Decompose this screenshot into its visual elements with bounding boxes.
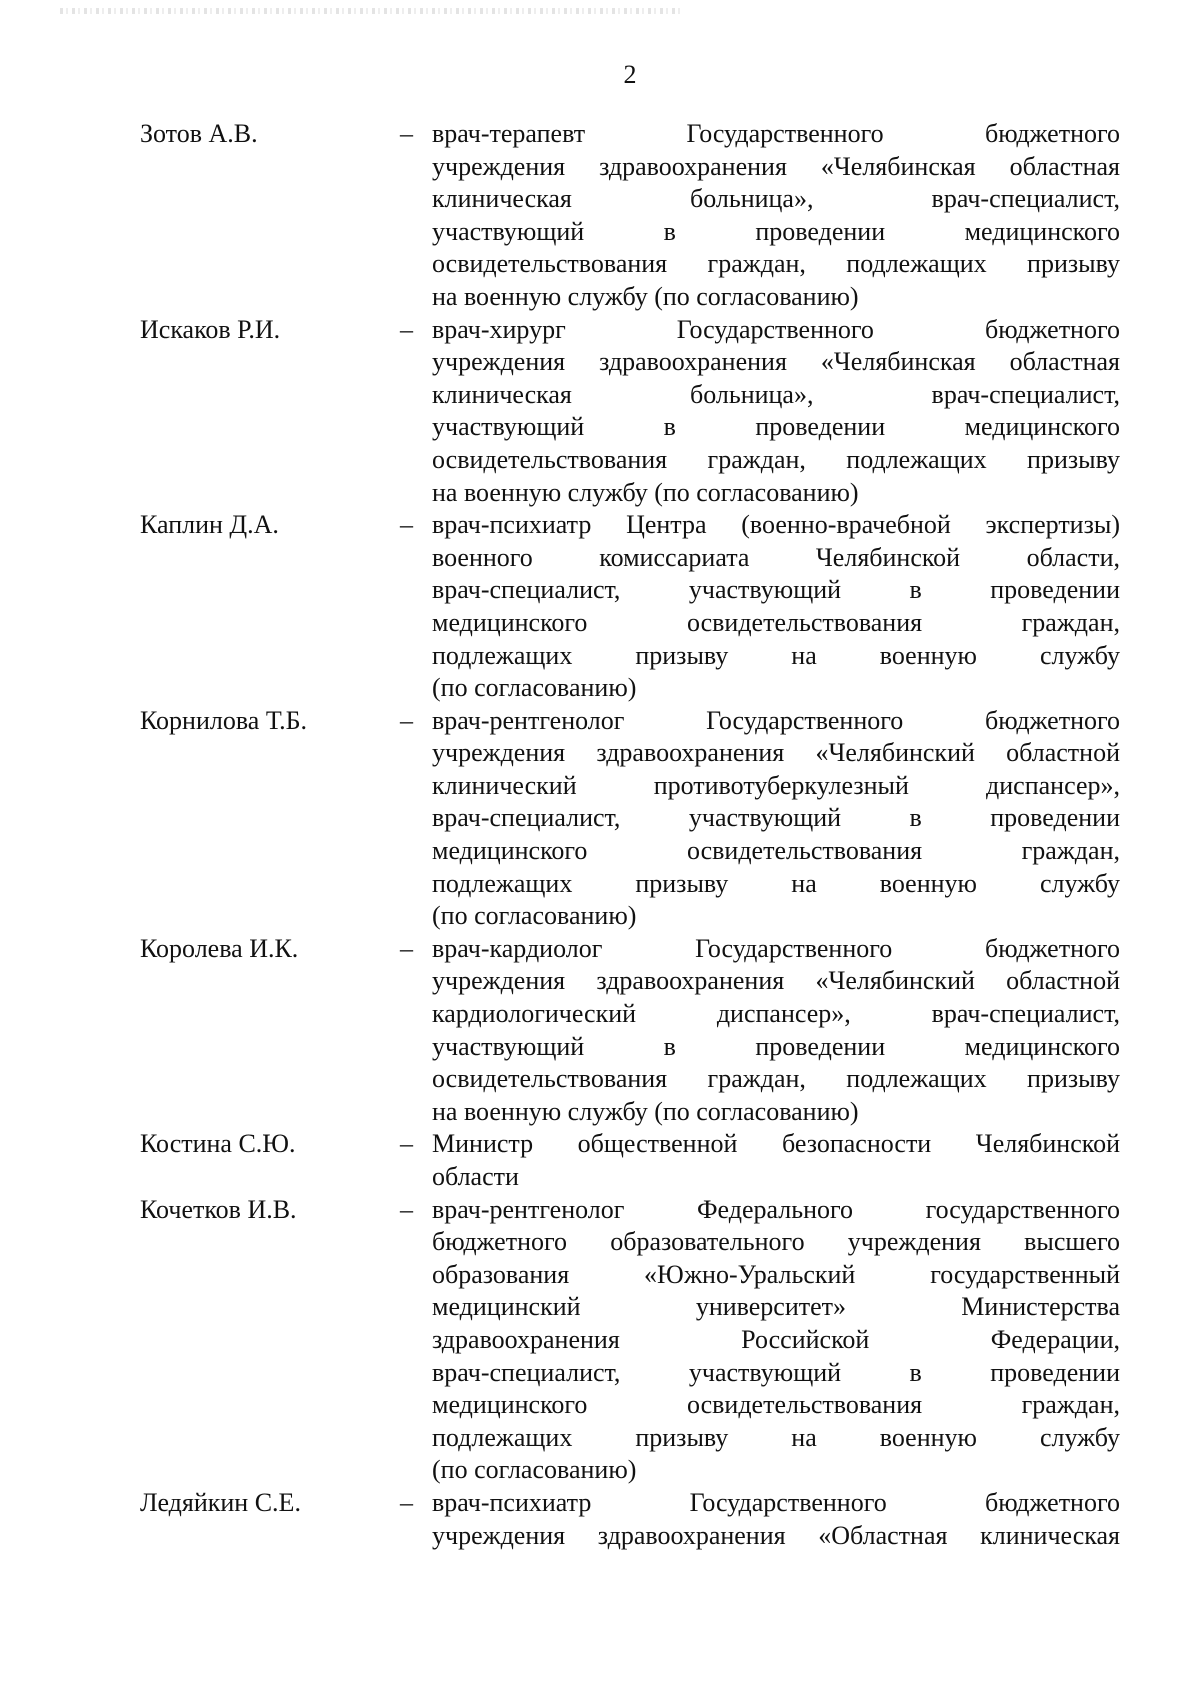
role-line: (по согласованию) xyxy=(432,1455,637,1485)
role-line: клинический противотуберкулезный диспансер», xyxy=(432,770,1120,800)
dash-separator: – xyxy=(400,933,413,963)
dash-separator: – xyxy=(400,705,413,735)
role-line: врач-специалист, участвующий в проведении xyxy=(432,803,1120,833)
role-line: освидетельствования граждан, подлежащих призыву xyxy=(432,249,1120,279)
role-line: бюджетного образовательного учреждения высшего xyxy=(432,1227,1120,1257)
roster-entry xyxy=(140,118,1120,314)
role-line: медицинский университет» Министерства xyxy=(432,1292,1120,1322)
role-line: врач-рентгенолог Государственного бюджетного xyxy=(432,705,1120,735)
role-line: на военную службу (по согласованию) xyxy=(432,281,859,311)
role-description xyxy=(432,509,1120,705)
role-line: освидетельствования граждан, подлежащих призыву xyxy=(432,1064,1120,1094)
role-line: подлежащих призыву на военную службу xyxy=(432,868,1120,898)
page-number: 2 xyxy=(623,60,637,89)
role-line: учреждения здравоохранения «Челябинская областная xyxy=(432,347,1120,377)
role-line: участвующий в проведении медицинского xyxy=(432,1031,1120,1061)
dash-separator: – xyxy=(400,1194,413,1224)
roster-entry xyxy=(140,314,1120,510)
roster-entry xyxy=(140,1128,1120,1193)
role-line: врач-терапевт Государственного бюджетного xyxy=(432,119,1120,148)
dash-separator: – xyxy=(400,510,413,540)
roster-entry xyxy=(140,1194,1120,1487)
person-name: Каплин Д.А. xyxy=(140,510,279,540)
role-line: врач-хирург Государственного бюджетного xyxy=(432,314,1120,344)
role-line: врач-рентгенолог Федерального государственного xyxy=(432,1194,1120,1224)
role-line: учреждения здравоохранения «Челябинский областной xyxy=(432,966,1120,996)
role-description xyxy=(432,933,1120,1129)
role-line: медицинского освидетельствования граждан, xyxy=(432,607,1120,637)
role-description xyxy=(432,1487,1120,1552)
role-line: учреждения здравоохранения «Челябинская областная xyxy=(432,151,1120,181)
role-line: освидетельствования граждан, подлежащих призыву xyxy=(432,444,1120,474)
person-name: Корнилова Т.Б. xyxy=(140,705,308,735)
roster-entry xyxy=(140,705,1120,933)
person-name: Зотов А.В. xyxy=(140,119,258,148)
role-line: учреждения здравоохранения «Челябинский областной xyxy=(432,738,1120,768)
role-line: врач-специалист, участвующий в проведении xyxy=(432,1357,1120,1387)
role-description xyxy=(432,705,1120,933)
member-roster xyxy=(140,118,1120,1552)
role-line: медицинского освидетельствования граждан, xyxy=(432,836,1120,866)
dash-separator: – xyxy=(400,1487,413,1517)
role-line: участвующий в проведении медицинского xyxy=(432,216,1120,246)
person-name: Ледяйкин С.Е. xyxy=(140,1487,301,1517)
role-line: клиническая больница», врач-специалист, xyxy=(432,379,1120,409)
roster-entry xyxy=(140,1487,1120,1552)
roster-entry xyxy=(140,933,1120,1129)
role-line: подлежащих призыву на военную службу xyxy=(432,1422,1120,1452)
person-name: Искаков Р.И. xyxy=(140,314,281,344)
role-line: области xyxy=(432,1162,519,1191)
role-description xyxy=(432,314,1120,510)
role-line: военного комиссариата Челябинской области, xyxy=(432,542,1120,572)
person-name: Королева И.К. xyxy=(140,933,299,963)
role-description xyxy=(432,1128,1120,1193)
person-name: Костина С.Ю. xyxy=(140,1129,296,1159)
role-line: врач-психиатр Государственного бюджетного xyxy=(432,1487,1120,1517)
person-name: Кочетков И.В. xyxy=(140,1194,297,1224)
role-line: подлежащих призыву на военную службу xyxy=(432,640,1120,670)
scan-artifact xyxy=(60,8,680,14)
role-line: (по согласованию) xyxy=(432,901,637,931)
role-line: Министр общественной безопасности Челябинской xyxy=(432,1129,1120,1159)
role-line: клиническая больница», врач-специалист, xyxy=(432,184,1120,214)
dash-separator: – xyxy=(400,314,413,344)
role-line: кардиологический диспансер», врач-специалист, xyxy=(432,999,1120,1029)
roster-entry xyxy=(140,509,1120,705)
role-line: врач-специалист, участвующий в проведении xyxy=(432,575,1120,605)
role-line: врач-психиатр Центра (военно-врачебной экспертизы) xyxy=(432,510,1120,540)
role-line: образования «Южно-Уральский государственный xyxy=(432,1259,1120,1289)
role-line: на военную службу (по согласованию) xyxy=(432,477,859,507)
role-line: участвующий в проведении медицинского xyxy=(432,412,1120,442)
dash-separator: – xyxy=(400,1129,413,1159)
role-line: врач-кардиолог Государственного бюджетного xyxy=(432,933,1120,963)
role-description xyxy=(432,1194,1120,1487)
role-line: (по согласованию) xyxy=(432,673,637,703)
role-line: на военную службу (по согласованию) xyxy=(432,1096,859,1126)
role-description xyxy=(432,118,1120,314)
role-line: здравоохранения Российской Федерации, xyxy=(432,1324,1120,1354)
role-line: учреждения здравоохранения «Областная клиническая xyxy=(432,1520,1120,1550)
role-line: медицинского освидетельствования граждан, xyxy=(432,1390,1120,1420)
dash-separator: – xyxy=(400,119,413,148)
